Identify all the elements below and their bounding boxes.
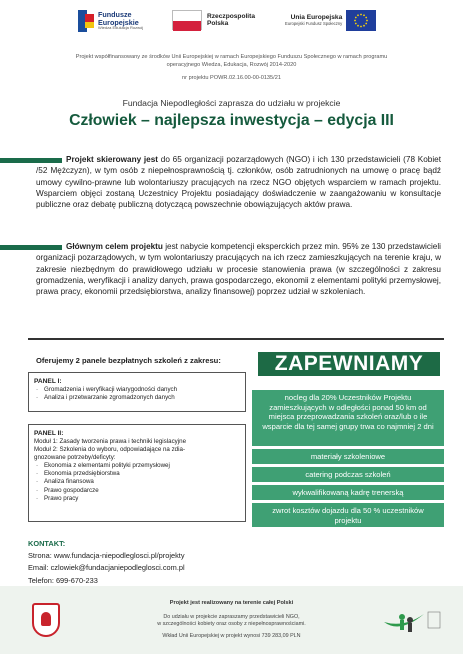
contact-block xyxy=(28,538,185,587)
panel-2-item: · Analiza finansowa xyxy=(34,478,240,486)
rzeczpospolita-logo xyxy=(172,10,267,30)
panel-2-item: · Prawo pracy xyxy=(34,495,240,503)
fe-title: Fundusze Europejskie xyxy=(98,10,139,27)
benefit-box: zwrot kosztów dojazdu dla 50 % uczestników projektu xyxy=(252,503,444,527)
para2-text: jest nabycie kompetencji eksperckich przez min. 95% ze 130 przedstawicieli organizacji pozarządowych, w tym wolontariuszy pracujących na ich rzecz zamieszkujących na terenie kraju, w zakresie niezbędnym do prawidłowego udziału w procesie stanowienia prawa (w szczególności z zakresu gromadzenia, weryfikacji i analizy danych, prawa gospodarczego, ekonomii z elementami polityki przemysłowej, prawa pracy, ekonomii przedsiębiorstwa, analizy finansowej) poprzez udział w szkoleniach. xyxy=(36,242,442,297)
benefit-box: catering podczas szkoleń xyxy=(252,467,444,482)
project-description xyxy=(36,154,441,210)
footer-invite-line: Do udziału w projekcie zapraszamy przedstawicieli NGO, xyxy=(163,614,300,620)
invite-text: Fundacja Niepodległości zaprasza do udziału w projekcie xyxy=(122,98,341,108)
benefit-box: wykwalifikowaną kadrę trenerską xyxy=(252,485,444,500)
cofinance-note: Projekt współfinansowany ze środków Unii Europejskiej w ramach Europejskiego Funduszu Społecznego w ramach programu operacyjnego Wiedza, Edukacja, Rozwój 2014-2020 xyxy=(75,54,388,68)
panel-2-module-1: Moduł 1: Zasady tworzenia prawa i techniki legislacyjne xyxy=(34,438,187,445)
panel-2 xyxy=(28,424,246,522)
fundacja-logo-icon xyxy=(380,604,442,638)
panel-2-item: · Ekonomia przedsiębiorstwa xyxy=(34,470,240,478)
panel-2-item: · Ekonomia z elementami polityki przemysłowej xyxy=(34,462,240,470)
project-goal xyxy=(36,241,441,297)
panel-1-item: · Analiza i przetwarzanie zgromadzonych danych xyxy=(34,394,240,402)
fundusze-europejskie-logo xyxy=(78,10,154,32)
ue-title: Unia Europejska xyxy=(290,14,343,22)
divider xyxy=(28,338,444,340)
eu-flag-icon xyxy=(346,10,376,31)
project-number: nr projektu POWR.02.16.00-00-0135/21 xyxy=(182,75,281,81)
panel-1-title: PANEL I: xyxy=(34,378,62,385)
footer-invite-line: w szczególności kobiety oraz osoby z niepełnosprawnościami. xyxy=(157,621,306,627)
page-title: Człowiek – najlepsza inwestycja – edycja III xyxy=(69,112,394,129)
pl-title: Rzeczpospolita Polska xyxy=(207,12,255,27)
panel-1 xyxy=(28,372,246,412)
panel-1-item: · Gromadzenia i weryfikacji wiarygodności danych xyxy=(34,386,240,394)
para2-lead: Głównym celem projektu xyxy=(66,242,163,251)
header-logos xyxy=(0,10,463,42)
benefit-box: materiały szkoleniowe xyxy=(252,449,444,464)
panel-2-module-2-cont: gnozowane potrzeby/deficyty: xyxy=(34,454,116,462)
unia-europejska-logo xyxy=(285,10,376,31)
offer-heading: Oferujemy 2 panele bezpłatnych szkoleń z zakresu: xyxy=(36,356,221,365)
ue-sub: Europejski Fundusz Społeczny xyxy=(285,20,343,26)
contact-heading: KONTAKT: xyxy=(28,539,66,548)
panel-2-title: PANEL II: xyxy=(34,430,64,437)
contact-website-link[interactable]: Strona: www.fundacja-niepodleglosci.pl/projekty xyxy=(28,551,185,561)
polish-flag-icon xyxy=(172,10,202,30)
footer-eu-contribution: Wkład Unii Europejskiej w projekt wynosi 739 283,09 PLN xyxy=(162,633,301,639)
panel-2-module-2: Moduł 2: Szkolenia do wyboru, odpowiadające na zdia- xyxy=(34,446,185,454)
zapewniamy-title: ZAPEWNIAMY xyxy=(258,352,440,376)
para1-lead: Projekt skierowany jest xyxy=(66,155,158,164)
fe-sub: Wiedza Edukacja Rozwój xyxy=(98,25,144,31)
contact-phone[interactable]: Telefon: 699-670-233 xyxy=(28,575,98,585)
contact-email-link[interactable]: Email: czlowiek@fundacjaniepodleglosci.com.pl xyxy=(28,563,185,573)
fe-mark-icon xyxy=(78,10,94,32)
para1-text: do 65 organizacji pozarządowych (NGO) i ich 130 przedstawicieli (78 Kobiet /52 Mężczyzn), w tym osób z niepełnosprawnością tj. członków, osób zatrudnionych na umowę o pracę bądź umowy cywilno-prawne lub wolontariuszy pracujących na rzecz NGO objętych wsparciem w ramach projektu. Wsparciem objęci zostaną Uczestnicy Projektu posiadający doświadczenie w zaangażowaniu w konsultacje publiczne oraz debatę publiczną dotyczącą powszechnie obowiązujących aktów prawa. xyxy=(36,155,441,210)
benefit-box: nocleg dla 20% Uczestników Projektu zamieszkujących w odległości ponad 50 km od miejsca przeprowadzania szkoleń oraz/lub o ile wsparcie dla tej samej grupy trwa co najmniej 2 dni xyxy=(252,390,444,446)
footer-realization: Projekt jest realizowany na terenie całej Polski xyxy=(169,600,294,606)
panel-2-item: · Prawo gospodarcze xyxy=(34,487,240,495)
